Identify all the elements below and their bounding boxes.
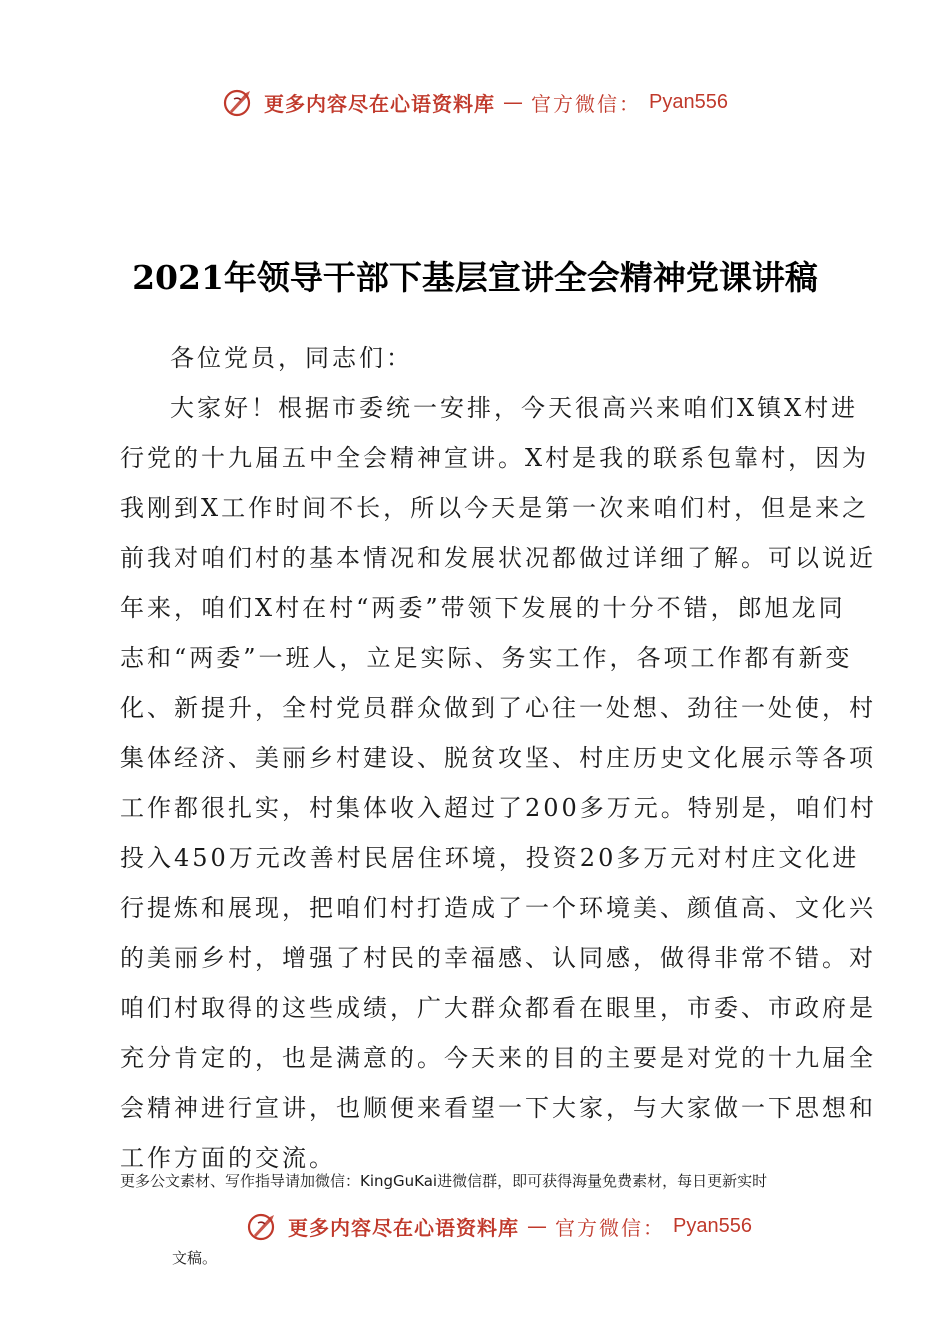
watermark-wechat-id: Pyan556 <box>673 1214 752 1237</box>
paragraph-line: 行提炼和展现，把咱们村打造成了一个环境美、颜值高、文化兴 <box>120 894 876 922</box>
paragraph-line: 咱们村取得的这些成绩，广大群众都看在眼里，市委、市政府是 <box>120 994 876 1022</box>
footer-note-continued: 文稿。 <box>172 1249 218 1267</box>
watermark-text: 更多内容尽在心语资料库 <box>264 91 496 116</box>
salutation: 各位党员，同志们： <box>170 344 413 372</box>
paragraph-line: 大家好！根据市委统一安排，今天很高兴来咱们X镇X村进 <box>170 394 859 422</box>
watermark-wechat-label: 官方微信： <box>531 91 642 116</box>
paragraph-line: 我刚到X工作时间不长，所以今天是第一次来咱们村，但是来之 <box>120 494 870 522</box>
paragraph-line: 志和“两委”一班人，立足实际、务实工作，各项工作都有新变 <box>120 644 853 672</box>
header-watermark <box>0 84 950 120</box>
paragraph-line: 前我对咱们村的基本情况和发展状况都做过详细了解。可以说近 <box>120 544 876 572</box>
paragraph-line: 工作方面的交流。 <box>120 1144 336 1172</box>
pen-nib-circle-icon <box>246 1209 280 1243</box>
paragraph-line: 会精神进行宣讲，也顺便来看望一下大家，与大家做一下思想和 <box>120 1094 876 1122</box>
paragraph-line: 集体经济、美丽乡村建设、脱贫攻坚、村庄历史文化展示等各项 <box>120 744 876 772</box>
paragraph-line: 工作都很扎实，村集体收入超过了200多万元。特别是，咱们村 <box>120 794 877 822</box>
pen-nib-circle-icon <box>222 85 256 119</box>
watermark-separator: — <box>503 90 524 114</box>
document-title: 2021年领导干部下基层宣讲全会精神党课讲稿 <box>132 258 818 297</box>
paragraph-line: 充分肯定的，也是满意的。今天来的目的主要是对党的十九届全 <box>120 1044 876 1072</box>
paragraph-line: 投入450万元改善村民居住环境，投资20多万元对村庄文化进 <box>120 844 860 872</box>
footer-watermark <box>24 1208 950 1244</box>
paragraph-line: 化、新提升，全村党员群众做到了心往一处想、劲往一处使，村 <box>120 694 876 722</box>
paragraph-line: 年来，咱们X村在村“两委”带领下发展的十分不错，郎旭龙同 <box>120 594 846 622</box>
watermark-wechat-label: 官方微信： <box>555 1215 666 1240</box>
watermark-separator: — <box>527 1214 548 1238</box>
watermark-wechat-id: Pyan556 <box>649 90 728 113</box>
watermark-text: 更多内容尽在心语资料库 <box>288 1215 520 1240</box>
footer-note: 更多公文素材、写作指导请加微信：KingGuKai进微信群，即可获得海量免费素材，每日更新实时 <box>120 1172 768 1190</box>
document-body <box>120 333 877 1183</box>
paragraph-line: 的美丽乡村，增强了村民的幸福感、认同感，做得非常不错。对 <box>120 944 876 972</box>
paragraph-line: 行党的十九届五中全会精神宣讲。X村是我的联系包靠村，因为 <box>120 444 870 472</box>
